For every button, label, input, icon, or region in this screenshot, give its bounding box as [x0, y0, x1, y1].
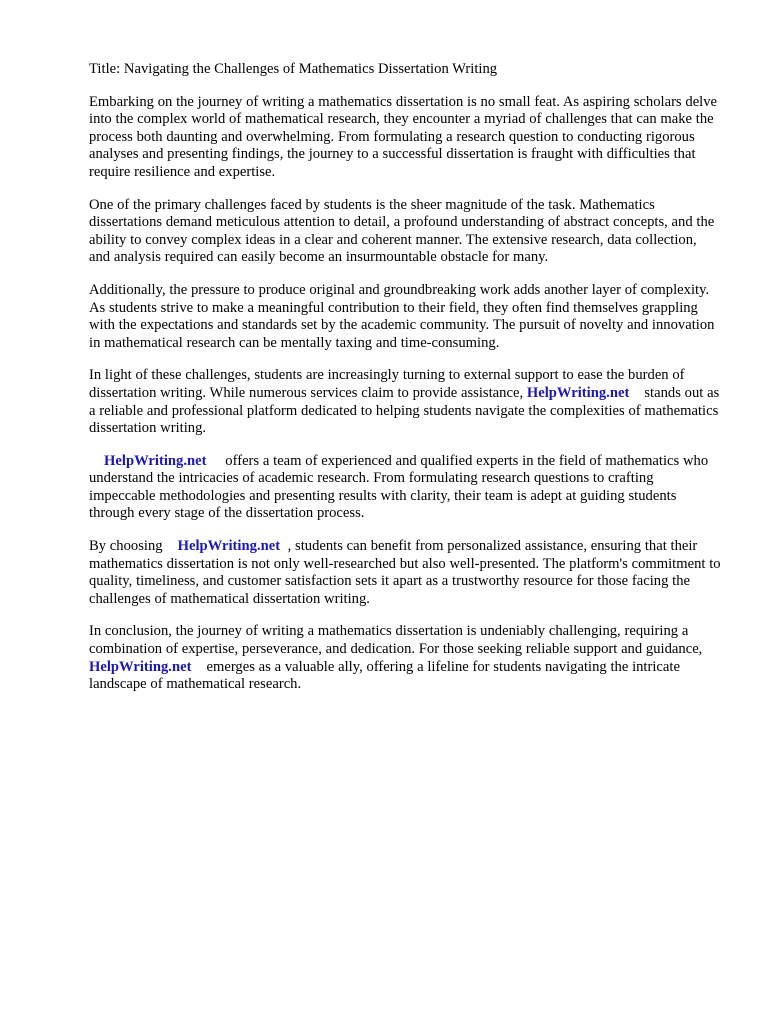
helpwriting-link[interactable]: HelpWriting.net — [89, 658, 192, 675]
page-title: Title: Navigating the Challenges of Mathematics Dissertation Writing — [89, 61, 498, 77]
helpwriting-link[interactable]: HelpWriting.net — [526, 384, 630, 401]
paragraph-external-support — [89, 367, 724, 437]
paragraph-originality-pressure: Additionally, the pressure to produce original and groundbreaking work adds another layer of complexity. As students strive to make a meaningful contribution to their field, they often find themselves grappling with the expectations and standards set by the academic community. The pursuit of novelty and innovation in mathematical research can be mentally taxing and time-consuming. — [89, 281, 719, 351]
paragraph-conclusion — [89, 623, 721, 693]
paragraph-intro: Embarking on the journey of writing a mathematics dissertation is no small feat. As aspiring scholars delve into the complex world of mathematical research, they encounter a myriad of challenges that can make the process both daunting and overwhelming. From formulating a research question to conducting rigorous analyses and presenting findings, the journey to a successful dissertation is fraught with difficulties that require resilience and expertise. — [89, 93, 721, 180]
paragraph-expert-team — [89, 453, 721, 523]
paragraph-expert-team-text-after: offers a team of experienced and qualified experts in the field of mathematics who understand the intricacies of academic research. From formulating research questions to crafting impeccable methodologies and presenting results with clarity, their team is adept at guiding students through every stage of the dissertation process. — [89, 452, 712, 522]
paragraph-expert-team-text-before — [89, 453, 104, 469]
paragraph-by-choosing — [89, 538, 725, 608]
paragraph-by-choosing-text-before: By choosing — [89, 538, 178, 555]
paragraph-primary-challenges: One of the primary challenges faced by students is the sheer magnitude of the task. Mathematics dissertations demand meticulous attention to detail, a profound understanding of abstract concepts, and the ability to convey complex ideas in a clear and coherent manner. The extensive research, data collection, and analysis required can easily become an insurmountable obstacle for many. — [89, 196, 719, 266]
helpwriting-link[interactable]: HelpWriting.net — [177, 538, 281, 555]
helpwriting-link[interactable]: HelpWriting.net — [104, 452, 207, 469]
paragraph-conclusion-text-before: In conclusion, the journey of writing a mathematics dissertation is undeniably challenging, requiring a combination of expertise, perseverance, and dedication. For those seeking reliable support and guidance, — [89, 623, 722, 658]
paragraph-external-support-text-before: In light of these challenges, students are increasingly turning to external support to ease the burden of dissertation writing. While numerous services claim to provide assistance, — [89, 367, 689, 401]
paragraph-by-choosing-text-after: , students can benefit from personalized assistance, ensuring that their mathematics dissertation is not only well-researched but also well-presented. The platform's commitment to quality, timeliness, and customer satisfaction sets it apart as a trustworthy resource for those facing the challenges of mathematical dissertation writing. — [89, 538, 725, 607]
document-body — [89, 61, 725, 694]
paragraph-external-support-text-after: stands out as a reliable and professional platform dedicated to helping students navigate the complexities of mathematics dissertation writing. — [89, 384, 724, 437]
paragraph-conclusion-text-after: emerges as a valuable ally, offering a lifeline for students navigating the intricate landscape of mathematical research. — [89, 658, 684, 693]
